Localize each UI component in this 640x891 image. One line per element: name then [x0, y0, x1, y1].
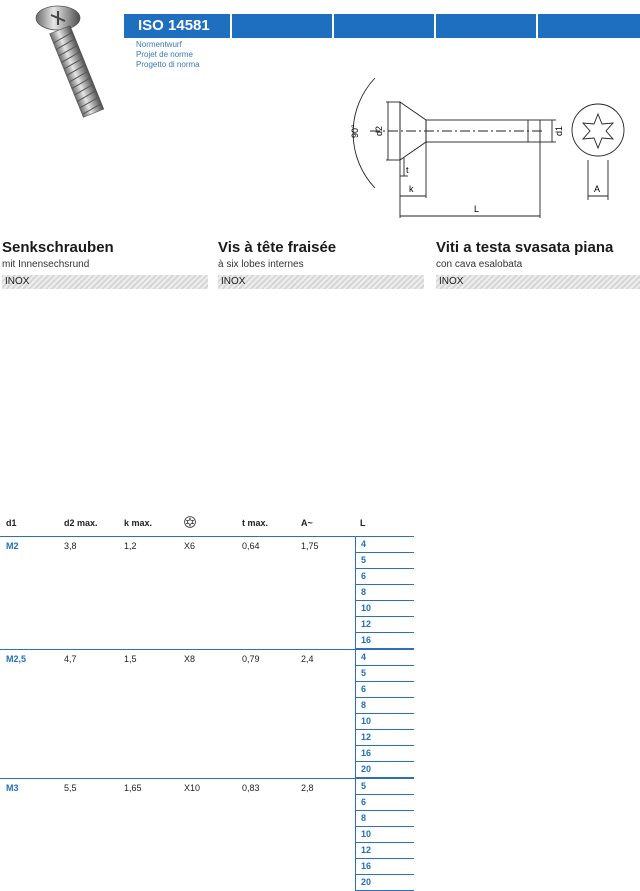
length-row: 10 — [355, 601, 414, 617]
header-d1: d1 — [6, 518, 17, 528]
table-header — [0, 510, 414, 536]
dimensions-table — [0, 510, 414, 891]
size-group — [0, 649, 414, 778]
drive-cell: X8 — [184, 654, 196, 664]
length-row: 20 — [355, 875, 414, 891]
length-row: 5 — [355, 666, 414, 682]
k-cell: 1,5 — [124, 654, 137, 664]
a-cell: 2,4 — [301, 654, 314, 664]
length-row: 6 — [355, 682, 414, 698]
length-row: 12 — [355, 617, 414, 633]
k-cell: 1,65 — [124, 783, 142, 793]
t-label: t — [406, 165, 409, 175]
header-t: t max. — [242, 518, 269, 528]
t-cell: 0,83 — [242, 783, 260, 793]
description-it — [436, 238, 640, 289]
page-title: ISO 14581 — [138, 17, 210, 34]
header-a: A~ — [301, 518, 313, 528]
k-cell: 1,2 — [124, 541, 137, 551]
length-row: 4 — [355, 650, 414, 666]
size-cell: M2,5 — [6, 654, 27, 664]
a-cell: 1,75 — [301, 541, 319, 551]
header-tab-5 — [536, 14, 640, 38]
angle-label: 90° — [350, 124, 360, 138]
size-group — [0, 778, 414, 891]
length-row: 10 — [355, 714, 414, 730]
length-row: 12 — [355, 730, 414, 746]
length-row: 6 — [355, 569, 414, 585]
length-row: 16 — [355, 633, 414, 649]
d2-cell: 5,5 — [64, 783, 77, 793]
length-row: 4 — [355, 537, 414, 553]
length-row: 6 — [355, 795, 414, 811]
description-title: Viti a testa svasata piana — [436, 239, 614, 256]
subtitle-line-it: Progetto di norma — [136, 60, 200, 69]
description-fr — [218, 238, 424, 289]
k-label: k — [409, 184, 414, 194]
t-cell: 0,64 — [242, 541, 260, 551]
header-tab-4 — [434, 14, 536, 38]
L-label: L — [474, 204, 480, 214]
size-cell: M3 — [6, 783, 19, 793]
header-l: L — [360, 518, 366, 528]
d2-cell: 3,8 — [64, 541, 77, 551]
size-cell: M2 — [6, 541, 19, 551]
description-de — [2, 238, 208, 289]
header-k: k max. — [124, 518, 153, 528]
t-cell: 0,79 — [242, 654, 260, 664]
drive-cell: X10 — [184, 783, 201, 793]
description-subtitle: mit Innensechsrund — [2, 259, 90, 270]
length-row: 8 — [355, 698, 414, 714]
table-body — [0, 536, 414, 891]
material-badge: INOX — [436, 275, 640, 289]
technical-drawing — [330, 68, 630, 228]
length-row: 10 — [355, 827, 414, 843]
description-subtitle: à six lobes internes — [218, 259, 304, 270]
length-row: 8 — [355, 585, 414, 601]
torx-drive-icon — [184, 516, 196, 530]
header-d2: d2 max. — [64, 518, 98, 528]
description-subtitle: con cava esalobata — [436, 259, 523, 270]
d1-label: d1 — [554, 125, 564, 136]
material-badge: INOX — [2, 275, 208, 289]
subtitle-line-fr: Projet de norme — [136, 50, 193, 59]
length-row: 20 — [355, 762, 414, 778]
length-row: 12 — [355, 843, 414, 859]
drive-cell: X6 — [184, 541, 196, 551]
length-row: 8 — [355, 811, 414, 827]
length-row: 16 — [355, 859, 414, 875]
header-tab-2 — [230, 14, 332, 38]
length-row: 16 — [355, 746, 414, 762]
size-group — [0, 536, 414, 649]
length-row: 5 — [355, 553, 414, 569]
norm-status — [136, 40, 200, 70]
description-title: Senkschrauben — [2, 239, 114, 256]
A-label: A — [594, 184, 601, 194]
material-badge: INOX — [218, 275, 424, 289]
header-tab-3 — [332, 14, 434, 38]
d2-label: d2 — [374, 125, 384, 136]
d2-cell: 4,7 — [64, 654, 77, 664]
description-title: Vis à tête fraisée — [218, 239, 337, 256]
title-tab — [122, 14, 230, 38]
a-cell: 2,8 — [301, 783, 314, 793]
screw-photo — [18, 2, 128, 122]
subtitle-line-de: Normentwurf — [136, 40, 182, 49]
length-row: 5 — [355, 779, 414, 795]
